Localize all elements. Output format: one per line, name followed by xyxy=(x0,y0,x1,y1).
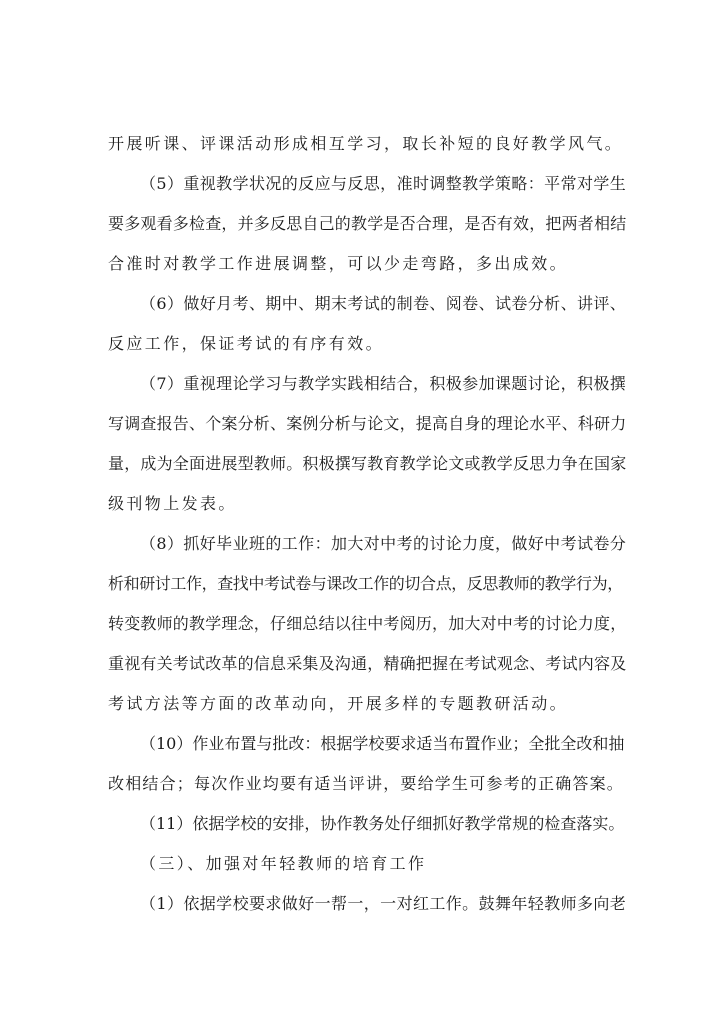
text-line: （1）依据学校要求做好一帮一，一对红工作。鼓舞年轻教师多向老 xyxy=(140,894,627,913)
text-line: 量，成为全面进展型教师。积极撰写教育教学论文或教学反思力争在国家 xyxy=(108,454,627,473)
paragraph-item-5 xyxy=(108,164,628,284)
text-line: 考试方法等方面的改革动向，开展多样的专题教研活动。 xyxy=(108,694,569,713)
text-line: （6）做好月考、期中、期末考试的制卷、阅卷、试卷分析、讲评、 xyxy=(140,294,627,313)
text-line: （10）作业布置与批改：根据学校要求适当布置作业；全批全改和抽 xyxy=(140,734,625,753)
text-line: 写调查报告、个案分析、案例分析与论文，提高自身的理论水平、科研力 xyxy=(108,414,627,433)
text-line: 要多观看多检查，并多反思自己的教学是否合理，是否有效，把两者相结 xyxy=(108,214,627,233)
text-line: （5）重视教学状况的反应与反思，准时调整教学策略：平常对学生 xyxy=(140,174,627,193)
paragraph-item-8 xyxy=(108,524,628,724)
text-line: 重视有关考试改革的信息采集及沟通，精确把握在考试观念、考试内容及 xyxy=(108,654,627,673)
text-line: 合准时对教学工作进展调整，可以少走弯路，多出成效。 xyxy=(108,254,569,273)
paragraph-item-6 xyxy=(108,284,628,364)
text-line: 析和研讨工作，查找中考试卷与课改工作的切合点，反思教师的教学行为， xyxy=(108,574,623,593)
paragraph-continuation xyxy=(108,124,628,164)
text-line: 转变教师的教学理念，仔细总结以往中考阅历，加大对中考的讨论力度， xyxy=(108,614,627,633)
text-line: （三）、加强对年轻教师的培育工作 xyxy=(140,854,427,873)
paragraph-item-1 xyxy=(108,884,628,924)
text-line: 改相结合；每次作业均要有适当评讲，要给学生可参考的正确答案。 xyxy=(108,774,625,793)
paragraph-item-7 xyxy=(108,364,628,524)
paragraph-item-11 xyxy=(108,804,628,844)
text-line: 反应工作，保证考试的有序有效。 xyxy=(108,334,385,353)
text-line: （7）重视理论学习与教学实践相结合，积极参加课题讨论，积极撰 xyxy=(140,374,627,393)
text-line: （11）依据学校的安排，协作教务处仔细抓好教学常规的检查落实。 xyxy=(140,814,625,833)
paragraph-item-10 xyxy=(108,724,628,804)
text-line: 开展听课、评课活动形成相互学习，取长补短的良好教学风气。 xyxy=(108,134,624,153)
section-heading xyxy=(108,844,628,884)
text-line: （8）抓好毕业班的工作：加大对中考的讨论力度，做好中考试卷分 xyxy=(140,534,627,553)
body-text xyxy=(108,124,628,924)
text-line: 级刊物上发表。 xyxy=(108,494,237,513)
